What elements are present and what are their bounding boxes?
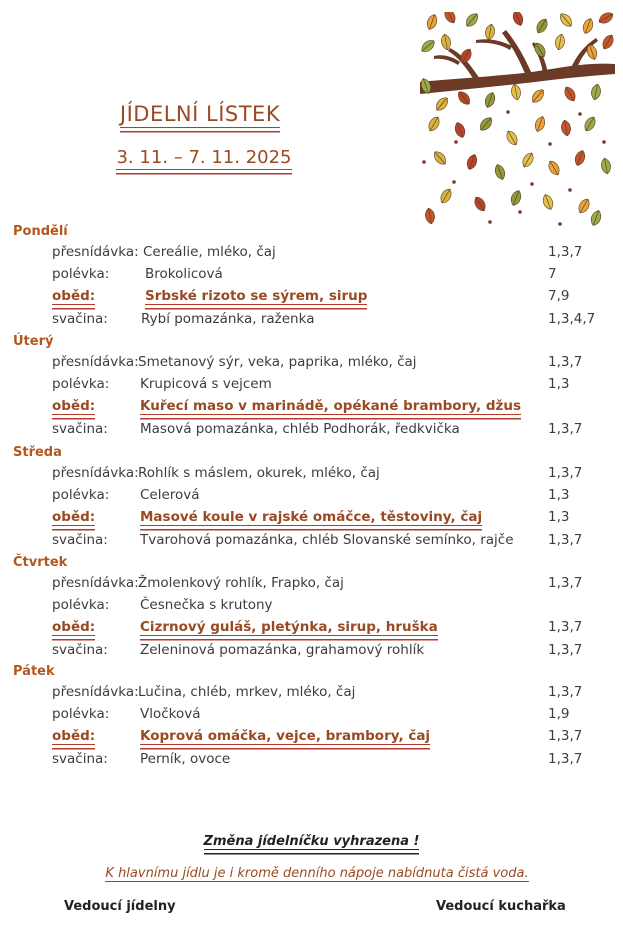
day-heading: Pondělí: [13, 224, 68, 239]
meal-label-text: oběd:: [52, 728, 96, 744]
meal-label: [52, 465, 139, 481]
meal-text-value: Tvarohová pomazánka, chléb Slovanské semínko, rajče: [140, 532, 514, 548]
meal-label-text: polévka:: [52, 376, 110, 392]
allergens: 1,3,7: [548, 684, 583, 700]
falling-dot: [452, 180, 456, 184]
meal-text: [140, 532, 514, 548]
meal-label-text: oběd:: [52, 509, 96, 525]
meal-row: [52, 706, 612, 726]
leaf-icon: [431, 149, 448, 167]
meal-row: [52, 509, 612, 529]
meal-row: [52, 619, 612, 639]
leaf-icon: [520, 151, 536, 169]
leaf-icon: [557, 12, 574, 29]
meal-text-value: Česnečka s krutony: [140, 597, 273, 613]
allergens: 1,3,7: [548, 354, 583, 370]
meal-label: [52, 421, 108, 437]
water-note: K hlavnímu jídlu je i kromě denního nápoje nabídnuta čistá voda.: [105, 866, 529, 881]
meal-text: [145, 266, 223, 282]
leaf-icon: [426, 115, 442, 133]
meal-label: [52, 597, 109, 613]
leaf-icon: [562, 85, 578, 103]
meal-text: [138, 575, 344, 591]
meal-label: [52, 354, 139, 370]
meal-text: [138, 684, 355, 700]
meal-label: [52, 706, 109, 722]
leaf-icon: [442, 12, 458, 25]
meal-text: [140, 597, 273, 613]
leaf-icon: [484, 23, 496, 40]
meal-row: [52, 398, 612, 418]
meal-row: [52, 751, 612, 771]
meal-row: [52, 266, 612, 286]
leaf-icon: [433, 95, 450, 113]
meal-text: [138, 465, 380, 481]
meal-text: [140, 376, 272, 392]
meal-label-text: oběd:: [52, 398, 96, 414]
falling-dot: [578, 112, 582, 116]
meal-label-text: polévka:: [52, 266, 110, 282]
leaf-icon: [509, 189, 523, 207]
meal-label-text: přesnídávka:: [52, 354, 139, 370]
meal-label-text: přesnídávka:: [52, 684, 139, 700]
allergens: 1,3,7: [548, 532, 583, 548]
leaf-icon: [582, 115, 598, 133]
meal-label: [52, 532, 108, 548]
leaf-icon: [493, 163, 507, 181]
meal-label: [52, 311, 108, 327]
meal-text-value: Perník, ovoce: [140, 751, 231, 767]
allergens: 1,3,7: [548, 642, 583, 658]
meal-row: [52, 421, 612, 441]
allergens: 1,3,7: [548, 751, 583, 767]
allergens: 1,3,7: [548, 575, 583, 591]
meal-text-value: Masová pomazánka, chléb Podhorák, ředkvička: [140, 421, 460, 437]
meal-label-text: polévka:: [52, 706, 110, 722]
meal-text: [140, 487, 200, 503]
allergens: 1,3,7: [548, 619, 583, 635]
leaf-icon: [573, 149, 587, 167]
meal-text-value: Zeleninová pomazánka, grahamový rohlík: [140, 642, 425, 658]
meal-row: [52, 597, 612, 617]
meal-label: [52, 398, 95, 414]
leaf-icon: [465, 153, 479, 171]
meal-text-value: Rybí pomazánka, raženka: [141, 311, 315, 327]
meal-text-value: Srbské rizoto se sýrem, sirup: [145, 288, 368, 304]
meal-row: [52, 244, 612, 264]
leaf-icon: [589, 209, 603, 227]
meal-row: [52, 728, 612, 748]
meal-label-text: přesnídávka:: [52, 575, 139, 591]
leaf-icon: [600, 157, 612, 174]
meal-label-text: svačina:: [52, 311, 108, 327]
leaf-icon: [541, 193, 555, 211]
meal-text-value: Žmolenkový rohlík, Frapko, čaj: [138, 575, 344, 591]
falling-dot: [518, 210, 522, 214]
meal-label: [52, 509, 95, 525]
meal-text-value: Celerová: [140, 487, 200, 503]
date-range: 3. 11. – 7. 11. 2025: [116, 147, 292, 168]
meal-text: [140, 642, 424, 658]
meal-text: [140, 728, 430, 744]
meal-label: [52, 376, 109, 392]
meal-label: [52, 244, 139, 260]
leaf-icon: [424, 207, 436, 224]
falling-dots: [422, 110, 606, 226]
leaf-icon: [425, 13, 439, 31]
leaf-icon: [455, 89, 472, 107]
meal-text: [140, 398, 521, 414]
day-heading: Úterý: [13, 334, 54, 349]
leaf-icon: [590, 83, 602, 100]
page-title: JÍDELNÍ LÍSTEK: [119, 102, 281, 126]
meal-label: [52, 684, 139, 700]
meal-text: [140, 421, 460, 437]
meal-label: [52, 619, 95, 635]
signature-canteen-head: Vedoucí jídelny: [64, 899, 176, 914]
falling-dot: [548, 142, 552, 146]
falling-dot: [530, 182, 534, 186]
falling-dot: [602, 140, 606, 144]
meal-text-value: Kuřecí maso v marinádě, opékané brambory, džus: [140, 398, 521, 414]
leaf-icon: [529, 87, 546, 105]
meal-label-text: oběd:: [52, 619, 96, 635]
meal-text-value: Cereálie, mléko, čaj: [143, 244, 276, 260]
meal-row: [52, 288, 612, 308]
meal-row: [52, 354, 612, 374]
leaf-icon: [534, 17, 550, 35]
meal-text-value: Koprová omáčka, vejce, brambory, čaj: [140, 728, 431, 744]
meal-label: [52, 728, 95, 744]
meal-row: [52, 684, 612, 704]
meal-text: [141, 311, 314, 327]
leaf-icon: [420, 37, 437, 54]
meal-label-text: svačina:: [52, 532, 108, 548]
leaf-icon: [554, 33, 566, 50]
leaf-icon: [463, 12, 480, 29]
menu-change-note: Změna jídelníčku vyhrazena !: [203, 834, 420, 849]
meal-row: [52, 465, 612, 485]
autumn-tree-illustration: [420, 12, 615, 234]
leaf-icon: [533, 115, 547, 133]
meal-row: [52, 575, 612, 595]
leaf-icon: [560, 119, 572, 136]
meal-row: [52, 487, 612, 507]
falling-dot: [558, 222, 562, 226]
meal-label-text: přesnídávka:: [52, 244, 139, 260]
meal-text: [140, 509, 482, 525]
meal-label-text: polévka:: [52, 597, 110, 613]
meal-text: [140, 751, 230, 767]
meal-label: [52, 266, 109, 282]
meal-text: [143, 244, 276, 260]
allergens: 1,9: [548, 706, 570, 722]
allergens: 1,3: [548, 376, 570, 392]
leaf-icon: [510, 83, 522, 100]
meal-text: [140, 619, 438, 635]
meal-label: [52, 642, 108, 658]
autumn-leaves: [420, 12, 615, 227]
meal-label: [52, 575, 139, 591]
meal-row: [52, 532, 612, 552]
allergens: 1,3,7: [548, 465, 583, 481]
meal-label: [52, 288, 95, 304]
allergens: 1,3: [548, 487, 570, 503]
allergens: 1,3,4,7: [548, 311, 596, 327]
meal-row: [52, 311, 612, 331]
meal-text-value: Masové koule v rajské omáčce, těstoviny, čaj: [140, 509, 483, 525]
leaf-icon: [600, 33, 615, 51]
leaf-icon: [438, 187, 454, 205]
signature-head-cook: Vedoucí kuchařka: [436, 899, 566, 914]
leaf-icon: [483, 91, 497, 109]
meal-label-text: polévka:: [52, 487, 110, 503]
day-heading: Čtvrtek: [13, 555, 68, 570]
allergens: 1,3,7: [548, 421, 583, 437]
falling-dot: [422, 160, 426, 164]
allergens: 1,3,7: [548, 728, 583, 744]
leaf-icon: [581, 17, 595, 35]
meal-row: [52, 642, 612, 662]
allergens: 1,3,7: [548, 244, 583, 260]
meal-text-value: Vločková: [140, 706, 201, 722]
falling-dot: [568, 188, 572, 192]
allergens: 7: [548, 266, 557, 282]
allergens: 7,9: [548, 288, 570, 304]
leaf-icon: [546, 159, 562, 177]
meal-text-value: Lučina, chléb, mrkev, mléko, čaj: [138, 684, 356, 700]
falling-dot: [454, 140, 458, 144]
meal-label-text: oběd:: [52, 288, 96, 304]
day-heading: Středa: [13, 445, 62, 460]
meal-text: [145, 288, 367, 304]
day-heading: Pátek: [13, 664, 55, 679]
allergens: 1,3: [548, 509, 570, 525]
meal-row: [52, 376, 612, 396]
meal-text-value: Krupicová s vejcem: [140, 376, 272, 392]
leaf-icon: [472, 195, 488, 213]
meal-text-value: Brokolicová: [145, 266, 223, 282]
meal-label: [52, 751, 108, 767]
meal-text-value: Cizrnový guláš, pletýnka, sirup, hruška: [140, 619, 438, 635]
meal-label-text: svačina:: [52, 642, 108, 658]
meal-text: [138, 354, 417, 370]
leaf-icon: [511, 12, 525, 27]
leaf-icon: [477, 115, 494, 133]
meal-text: [140, 706, 201, 722]
leaf-icon: [576, 197, 592, 215]
leaf-icon: [597, 12, 615, 26]
leaf-icon: [453, 121, 467, 139]
meal-text-value: Rohlík s máslem, okurek, mléko, čaj: [138, 465, 380, 481]
meal-label: [52, 487, 109, 503]
falling-dot: [488, 220, 492, 224]
meal-label-text: svačina:: [52, 421, 108, 437]
leaf-icon: [504, 129, 520, 147]
meal-label-text: svačina:: [52, 751, 108, 767]
meal-text-value: Smetanový sýr, veka, paprika, mléko, čaj: [138, 354, 417, 370]
falling-dot: [506, 110, 510, 114]
meal-label-text: přesnídávka:: [52, 465, 139, 481]
